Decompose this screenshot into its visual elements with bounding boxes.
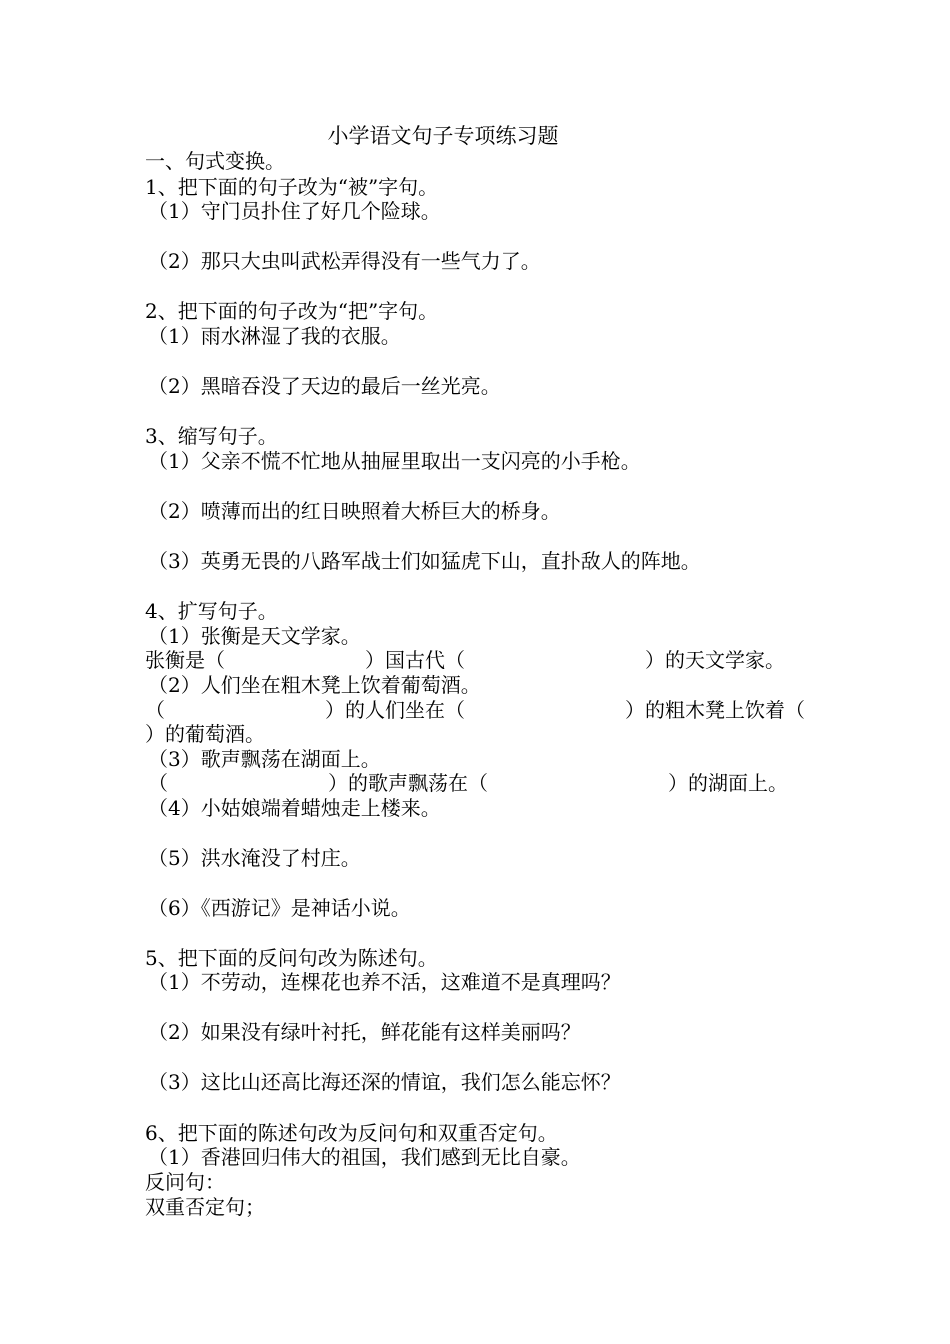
exercise-item: （3）歌声飘荡在湖面上。 — [148, 747, 381, 771]
exercise-item: （2）那只大虫叫武松弄得没有一些气力了。 — [148, 249, 541, 273]
exercise-item: （1）张衡是天文学家。 — [148, 624, 361, 648]
fill-in-blank-line: （ ）的人们坐在（ ）的粗木凳上饮着（ — [145, 698, 805, 722]
exercise-item: （2）如果没有绿叶衬托，鲜花能有这样美丽吗？ — [148, 1020, 581, 1044]
exercise-heading: 5、把下面的反问句改为陈述句。 — [145, 946, 438, 970]
exercise-item: （1）守门员扑住了好几个险球。 — [148, 199, 441, 223]
exercise-item: （2）黑暗吞没了天边的最后一丝光亮。 — [148, 374, 501, 398]
page-title: 小学语文句子专项练习题 — [327, 124, 559, 148]
exercise-item: （6）《西游记》是神话小说。 — [148, 896, 411, 920]
exercise-heading: 1、把下面的句子改为“被”字句。 — [145, 175, 439, 199]
exercise-item: （2）喷薄而出的红日映照着大桥巨大的桥身。 — [148, 499, 561, 523]
exercise-item: （1）雨水淋湿了我的衣服。 — [148, 324, 401, 348]
fill-in-blank-line: ）的葡萄酒。 — [145, 722, 265, 746]
section-heading: 一、句式变换。 — [145, 149, 285, 173]
exercise-item: （5）洪水淹没了村庄。 — [148, 846, 361, 870]
exercise-item: （1）父亲不慌不忙地从抽屉里取出一支闪亮的小手枪。 — [148, 449, 641, 473]
exercise-heading: 3、缩写句子。 — [145, 424, 278, 448]
exercise-item: （2）人们坐在粗木凳上饮着葡萄酒。 — [148, 673, 481, 697]
exercise-item: （3）这比山还高比海还深的情谊，我们怎么能忘怀？ — [148, 1070, 621, 1094]
exercise-heading: 4、扩写句子。 — [145, 599, 278, 623]
exercise-item: （4）小姑娘端着蜡烛走上楼来。 — [148, 796, 441, 820]
exercise-heading: 6、把下面的陈述句改为反问句和双重否定句。 — [145, 1121, 558, 1145]
exercise-item: （1）香港回归伟大的祖国，我们感到无比自豪。 — [148, 1145, 581, 1169]
exercise-heading: 2、把下面的句子改为“把”字句。 — [145, 299, 439, 323]
answer-label: 双重否定句； — [145, 1195, 265, 1219]
fill-in-blank-line: （ ）的歌声飘荡在（ ）的湖面上。 — [148, 771, 788, 795]
exercise-item: （1）不劳动，连棵花也养不活，这难道不是真理吗？ — [148, 970, 621, 994]
exercise-item: （3）英勇无畏的八路军战士们如猛虎下山，直扑敌人的阵地。 — [148, 549, 701, 573]
answer-label: 反问句： — [145, 1170, 225, 1194]
fill-in-blank-line: 张衡是（ ）国古代（ ）的天文学家。 — [145, 648, 785, 672]
